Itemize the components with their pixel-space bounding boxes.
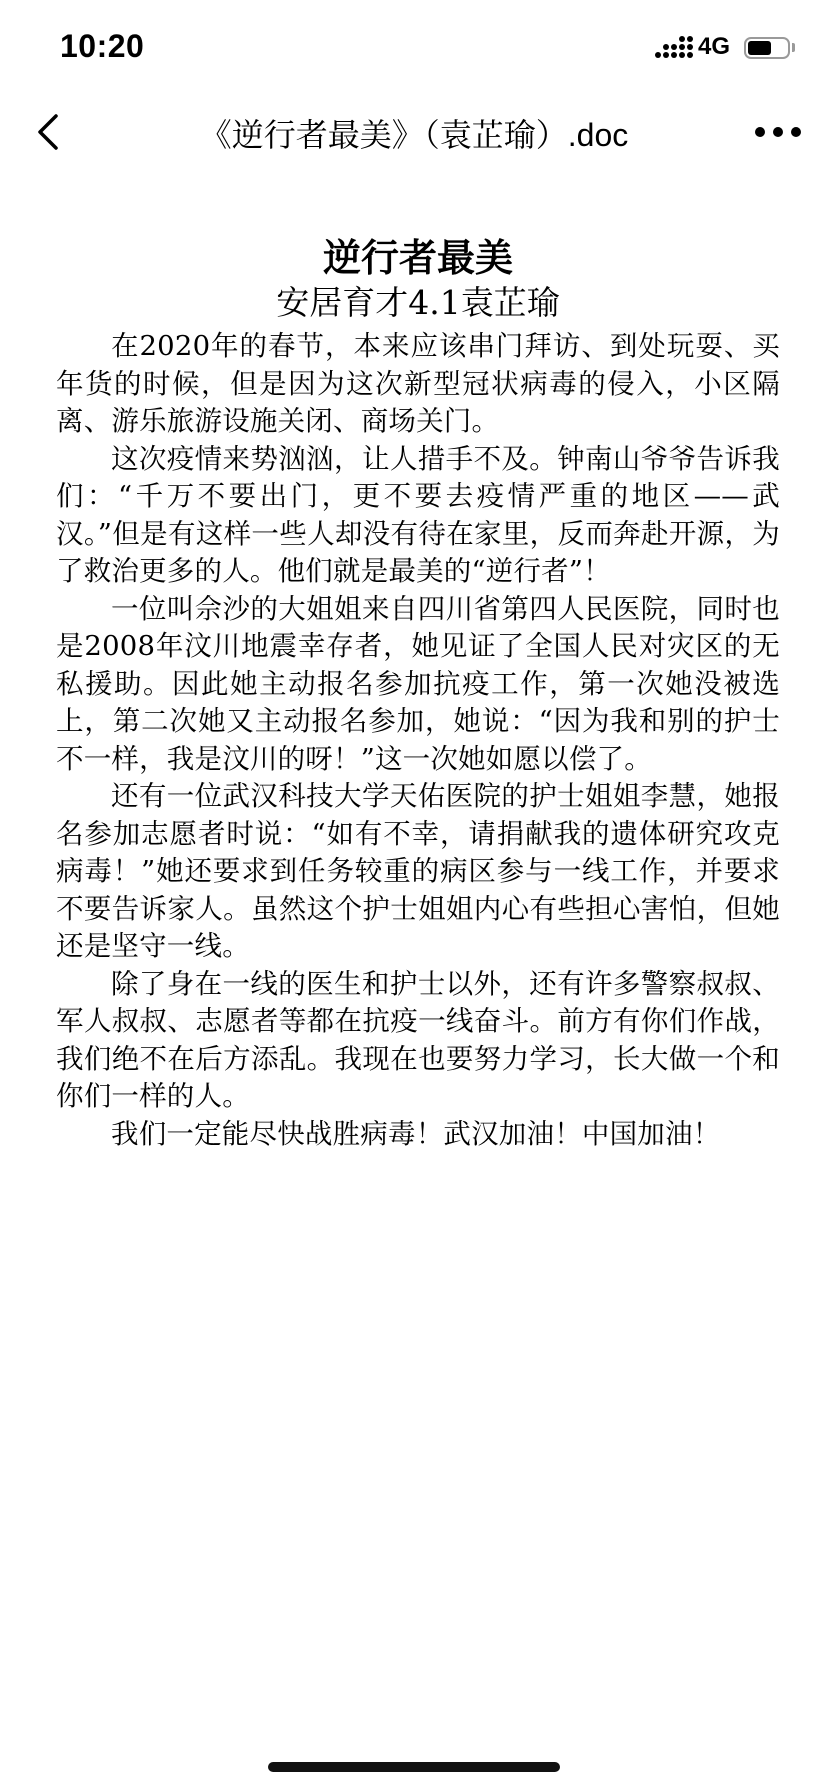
document-heading: 逆行者最美 [322, 236, 513, 280]
paragraph: 这次疫情来势汹汹，让人措手不及。钟南山爷爷告诉我们：“千万不要出门，更不要去疫情严重的地区——武汉。”但是有这样一些人却没有待在家里，反而奔赴开源，为了救治更多的人。他们就是最美的“逆行者”！ [56, 442, 780, 587]
paragraph: 还有一位武汉科技大学天佑医院的护士姐姐李慧，她报名参加志愿者时说：“如有不幸，请捐献我的遗体研究攻克病毒！”她还要求到任务较重的病区参与一线工作，并要求不要告诉家人。虽然这个护士姐姐内心有些担心害怕，但她还是坚守一线。 [56, 780, 780, 962]
battery-level [748, 41, 771, 55]
paragraph: 在2020年的春节，本来应该串门拜访、到处玩耍、买年货的时候，但是因为这次新型冠状病毒的侵入，小区隔离、游乐旅游设施关闭、商场关门。 [56, 330, 780, 437]
more-button[interactable] [752, 112, 804, 152]
battery-icon [744, 37, 790, 59]
paragraph: 一位叫佘沙的大姐姐来自四川省第四人民医院，同时也是2008年汶川地震幸存者，她见证了全国人民对灾区的无私援助。因此她主动报名参加抗疫工作，第一次她没被选上，第二次她又主动报名参加，她说：“因为我和别的护士不一样，我是汶川的呀！”这一次她如愿以偿了。 [56, 592, 780, 775]
network-type: 4G [698, 33, 731, 60]
document-subtitle: 安居育才4.1袁芷瑜 [276, 283, 560, 322]
cellular-signal-icon [654, 34, 694, 60]
paragraph: 我们一定能尽快战胜病毒！武汉加油！中国加油！ [111, 1117, 721, 1150]
status-time: 10:20 [60, 28, 145, 64]
document-body [56, 234, 780, 1153]
status-bar [0, 0, 828, 100]
home-indicator[interactable] [268, 1762, 560, 1772]
paragraph: 除了身在一线的医生和护士以外，还有许多警察叔叔、军人叔叔、志愿者等都在抗疫一线奋斗。前方有你们作战，我们绝不在后方添乱。我现在也要努力学习，长大做一个和你们一样的人。 [56, 967, 780, 1112]
chevron-left-icon [28, 110, 72, 154]
navigation-bar [0, 100, 828, 164]
more-dots-icon [752, 112, 804, 152]
document-file-title: 《逆行者最美》（袁芷瑜）.doc [199, 117, 629, 153]
back-button[interactable] [28, 110, 72, 154]
battery-cap [792, 43, 795, 52]
